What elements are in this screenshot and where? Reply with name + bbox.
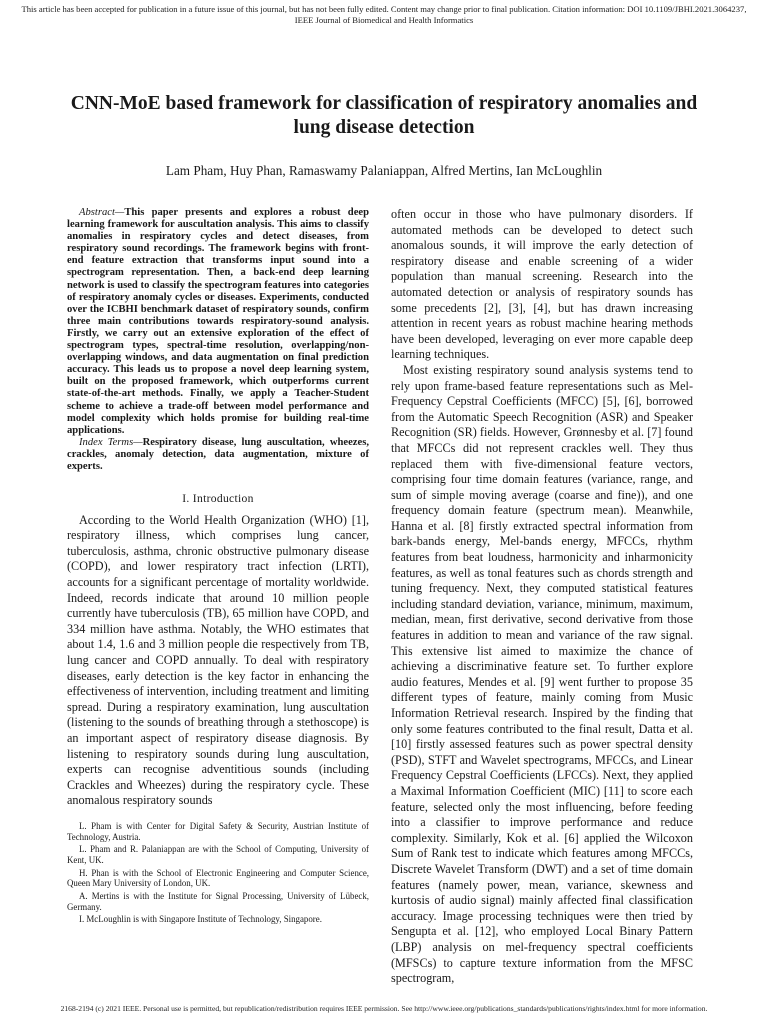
abstract-text: This paper presents and explores a robust deep learning framework for auscultation analysis. This aims to classify anomalies in respiratory cycles and detect diseases, from respiratory sound recordings. The framework begins with front-end feature extraction that transforms input sound into a spectrogram representation. Then, a back-end deep learning network is used to classify the spectrogram features into categories of respiratory anomaly cycles or diseases. Experiments, conducted over the ICBHI benchmark dataset of respiratory sounds, confirm three main contributions towards respiratory-sound analysis. Firstly, we carry out an extensive exploration of the effect of spectrogram types, spectral-time resolution, overlapping/non-overlapping windows, and data augmentation on final prediction accuracy. This leads us to propose a novel deep learning system, built on the proposed framework, which outperforms current state-of-the-art methods. Finally, we apply a Teacher-Student scheme to achieve a trade-off between model performance and model complexity which holds promise for building real-time applications. [67,207,369,436]
author-list: Lam Pham, Huy Phan, Ramaswamy Palaniappan, Alfred Mertins, Ian McLoughlin [165,163,603,178]
section-heading-introduction: I. Introduction [182,492,254,506]
paper-title: CNN-MoE based framework for classification of respiratory anomalies and lung disease detection [70,93,698,138]
footnote: A. Mertins is with the Institute for Signal Processing, University of Lübeck, Germany. [67,890,369,912]
intro-paragraph: According to the World Health Organization (WHO) [1], respiratory illness, which comprises lung cancer, tuberculosis, asthma, chronic obstructive pulmonary disease (COPD), and lower respiratory tract infection (LRTI), accounts for a significant percentage of mortality worldwide. Indeed, records indicate that around 10 million people currently have tuberculosis (TB), 65 million have COPD, and 334 million have asthma. Notably, the WHO estimates that about 1.4, 1.6 and 3 million people die respectively from TB, lung cancer and COPD annually. To deal with respiratory diseases, early detection is the key factor in enhancing the effectiveness of intervention, including treatment and limiting spread. During a respiratory examination, lung auscultation (listening to the sounds of breathing through a stethoscope) is an important aspect of respiratory disease diagnosis. By listening to respiratory sounds during lung auscultation, experts can recognise adventitious sounds (including Crackles and Wheezes) during the respiratory cycle. These anomalous respiratory sounds [67,512,370,808]
copyright-footer: 2168-2194 (c) 2021 IEEE. Personal use is permitted, but republication/redistribution requires IEEE permission. See http://www.ieee.org/publications_standards/publications/rights/index.html for more information. [60,1004,708,1013]
author-footnotes [67,821,369,925]
footnote: L. Pham is with Center for Digital Safety & Security, Austrian Institute of Technology, Austria. [67,820,369,842]
journal-header-note: This article has been accepted for publication in a future issue of this journal, but has not been fully edited. Content may change prior to final publication. Citation information: DOI 10.1109/JBHI.2021.3064237, IEEE Journal of Biomedical and Health Informatics [21,4,747,25]
footnote: H. Phan is with the School of Electronic Engineering and Computer Science, Queen Mary University of London, UK. [67,867,369,889]
index-terms-text: Respiratory disease, lung auscultation, wheezes, crackles, anomaly detection, data augmentation, mixture of experts. [67,436,369,472]
body-paragraph: often occur in those who have pulmonary disorders. If automated methods can be developed to detect such anomalous sounds, it will improve the early detection of respiratory disease and enable screening of a wider population than manual screening. Research into the automated detection or analysis of respiratory sounds has some precedents [2], [3], [4], but has drawn increasing attention in recent years as robust machine hearing methods have been developed, leveraging on ever more capable deep learning techniques. [391,207,693,362]
abstract [67,207,369,437]
footnote: L. Pham and R. Palaniappan are with the School of Computing, University of Kent, UK. [67,844,369,866]
footnote: I. McLoughlin is with Singapore Institute of Technology, Singapore. [79,914,322,925]
right-column [391,207,693,987]
abstract-lead: Abstract— [79,207,125,218]
index-terms-lead: Index Terms— [79,436,143,448]
left-column [67,207,369,927]
index-terms [67,437,369,473]
body-paragraph: Most existing respiratory sound analysis systems tend to rely upon frame-based feature representations such as Mel-Frequency Cepstral Coefficients (MFCC) [5], [6], borrowed from the Automatic Speech Recognition (ASR) and Speaker Recognition (SR) fields. However, Grønnesby et al. [7] found that MFCCs did not represent crackles well. They thus replaced them with five-dimensional feature vectors, comprising four time domain features (variance, range, and sum of simple moving average (coarse and fine)), and one frequency domain feature (spectrum mean). Meanwhile, Hanna et al. [8] firstly extracted spectral information from bark-bands energy, Mel-bands energy, MFCCs, rhythm features from beat loudness, harmonicity and inharmonicity features, as well as tonal features such as chords strength and tuning frequency. Next, they computed statistical features including standard deviation, variance, minimum, maximum, median, mean, first derivative, second derivative from those features in addition to mean and variance of the raw signal. This extensive list aimed to maximize the chance of achieving a discriminative feature set. To further explore audio features, Mendes et al. [9] went further to propose 35 different types of feature, mainly coming from Music Information Retrieval research. Inspired by the finding that only some features contributed to the final result, Datta et al. [10] firstly assessed features such as power spectral density (PSD), STFT and Wavelet spectrograms, MFCCs, and Linear Frequency Cepstral Coefficients (LFCCs). Next, they applied a Maximal Information Coefficient (MIC) [11] to score each feature, selected only the most influencing, before feeding into a classifier to improve performance and reduce complexity. Similarly, Kok et al. [6] applied the Wilcoxon Sum of Rank test to indicate which features among MFCCs, Discrete Wavelet Transform (DWT) and a set of time domain features (namely power, mean, variance, skewness and kurtosis of audio signal) mainly affected final classification accuracy. Image processing techniques were then tried by Sengupta et al. [12], who employed Local Binary Pattern (LBP) analysis on mel-frequency spectral coefficients (MFSCs) to capture texture information from the MFSC spectrogram, [391,362,693,986]
